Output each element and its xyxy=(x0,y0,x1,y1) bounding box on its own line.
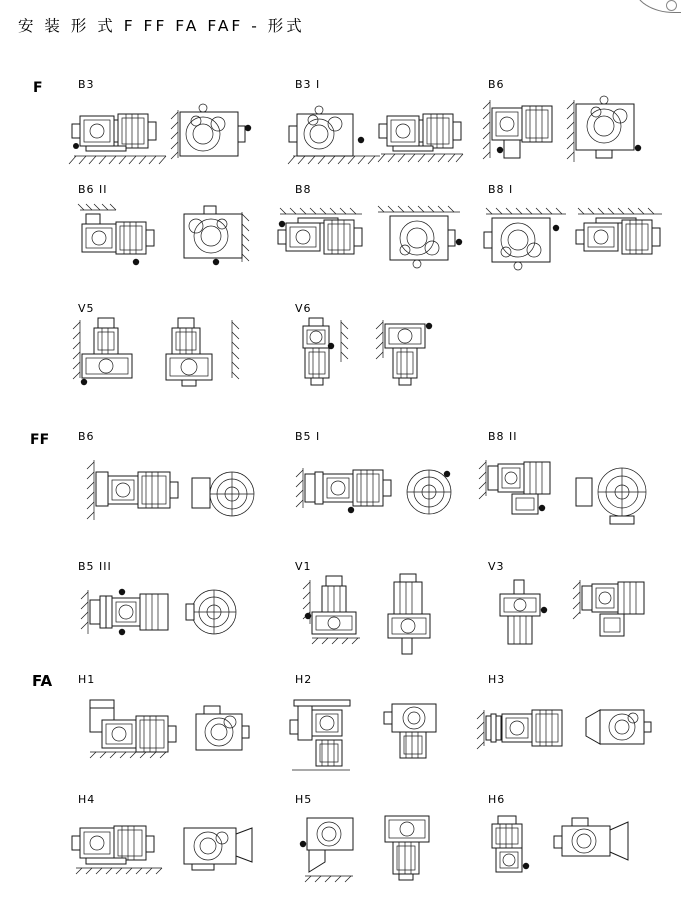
series-label-ff: FF xyxy=(30,432,50,448)
figure-fa-h3 xyxy=(470,700,665,760)
cell-label-f-b6-ii: B6 II xyxy=(78,183,108,196)
figure-fa-h5 xyxy=(285,806,475,892)
cell-label-ff-v1: V1 xyxy=(295,560,312,573)
cell-label-f-b8: B8 xyxy=(295,183,312,196)
figure-ff-b8-ii xyxy=(472,450,667,530)
cell-label-fa-h5: H5 xyxy=(295,793,313,806)
cell-label-fa-h2: H2 xyxy=(295,673,313,686)
cell-label-f-b3: B3 xyxy=(78,78,95,91)
cell-label-fa-h3: H3 xyxy=(488,673,506,686)
figure-f-b6 xyxy=(478,92,663,170)
figure-f-v5 xyxy=(66,312,256,398)
cell-label-ff-b5-i: B5 I xyxy=(295,430,321,443)
figure-f-b6-ii xyxy=(66,200,256,278)
cell-label-fa-h4: H4 xyxy=(78,793,96,806)
cell-label-f-b8-i: B8 I xyxy=(488,183,514,196)
figure-f-b8 xyxy=(272,200,467,272)
cell-label-fa-h1: H1 xyxy=(78,673,96,686)
figure-fa-h1 xyxy=(72,692,257,764)
figure-ff-b6 xyxy=(80,452,260,530)
cell-label-ff-v3: V3 xyxy=(488,560,505,573)
cell-label-fa-h6: H6 xyxy=(488,793,506,806)
cell-label-f-v5: V5 xyxy=(78,302,95,315)
figure-fa-h6 xyxy=(478,806,668,886)
figure-ff-v1 xyxy=(290,568,475,656)
figure-f-b8-i xyxy=(478,200,668,272)
series-label-f: F xyxy=(33,80,43,96)
cell-label-f-b6: B6 xyxy=(488,78,505,91)
figure-ff-b5-i xyxy=(285,452,465,530)
cell-label-ff-b5-iii: B5 III xyxy=(78,560,112,573)
figure-f-b3-i xyxy=(285,96,475,166)
cell-label-f-b3-i: B3 I xyxy=(295,78,321,91)
cell-label-f-v6: V6 xyxy=(295,302,312,315)
figure-f-b3 xyxy=(66,96,256,166)
page-title: 安 装 形 式 F FF FA FAF - 形式 xyxy=(18,17,305,35)
figure-f-v6 xyxy=(283,312,473,398)
series-label-fa: FA xyxy=(32,672,53,690)
figure-fa-h2 xyxy=(270,690,465,776)
figure-fa-h4 xyxy=(66,812,256,884)
corner-dot-icon xyxy=(666,0,677,11)
figure-ff-v3 xyxy=(480,570,665,654)
cell-label-ff-b8-ii: B8 II xyxy=(488,430,518,443)
cell-label-ff-b6: B6 xyxy=(78,430,95,443)
figure-ff-b5-iii xyxy=(72,578,257,648)
